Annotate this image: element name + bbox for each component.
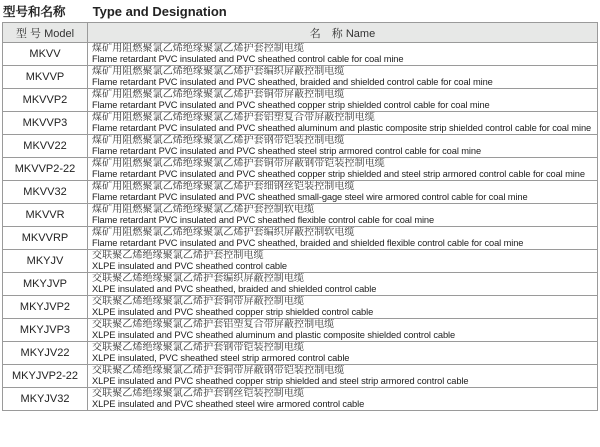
name-chinese: 交联聚乙烯绝缘聚氯乙烯护套钢带铠装控制电缆 <box>92 342 305 353</box>
name-chinese: 煤矿用阻燃聚氯乙烯绝缘聚氯乙烯护套铝塑复合带屏蔽控制电缆 <box>92 112 375 123</box>
table-row <box>3 273 598 296</box>
model-cell: MKYJVP3 <box>3 319 88 342</box>
table-row <box>3 204 598 227</box>
name-cell <box>88 365 598 388</box>
name-english: Flame retardant PVC insulated and PVC sheathed aluminum and plastic composite strip shielded control cable for coal mine <box>92 123 592 133</box>
model-cell: MKVVP2-22 <box>3 158 88 181</box>
name-chinese: 煤矿用阻燃聚氯乙烯绝缘聚氯乙烯护套钢带铠装控制电缆 <box>92 135 345 146</box>
name-english: XLPE insulated and PVC sheathed copper strip shielded and steel strip armored control cable <box>92 376 469 386</box>
name-english: Flame retardant PVC insulated and PVC sheathed copper strip shielded and steel strip armored control cable for coal mine <box>92 169 585 179</box>
model-cell: MKVVR <box>3 204 88 227</box>
name-english: Flame retardant PVC insulated and PVC sheathed, braided and shielded flexible control cable for coal mine <box>92 238 524 248</box>
name-cell <box>88 319 598 342</box>
model-cell: MKYJVP2-22 <box>3 365 88 388</box>
title-chinese: 型号和名称 <box>3 4 66 19</box>
name-english: Flame retardant PVC insulated and PVC sheathed control cable for coal mine <box>92 54 404 64</box>
name-chinese: 煤矿用阻燃聚氯乙烯绝缘聚氯乙烯护套控制软电缆 <box>92 204 315 215</box>
model-cell: MKYJV <box>3 250 88 273</box>
model-cell: MKVVRP <box>3 227 88 250</box>
name-english: Flame retardant PVC insulated and PVC sheathed steel strip armored control cable for coal mine <box>92 146 482 156</box>
model-cell: MKVV <box>3 43 88 66</box>
name-cell <box>88 181 598 204</box>
table-row <box>3 342 598 365</box>
model-cell: MKVVP3 <box>3 112 88 135</box>
table-header-row <box>3 23 598 43</box>
table-row <box>3 250 598 273</box>
table-row <box>3 89 598 112</box>
name-cell <box>88 250 598 273</box>
name-cell <box>88 342 598 365</box>
name-chinese: 交联聚乙烯绝缘聚氯乙烯护套铝塑复合带屏蔽控制电缆 <box>92 319 335 330</box>
name-cell <box>88 43 598 66</box>
name-english: XLPE insulated and PVC sheathed steel wire armored control cable <box>92 399 365 409</box>
name-english: XLPE insulated and PVC sheathed control cable <box>92 261 287 271</box>
name-cell <box>88 388 598 411</box>
name-english: XLPE insulated and PVC sheathed copper strip shielded control cable <box>92 307 374 317</box>
table-row <box>3 181 598 204</box>
table-row <box>3 43 598 66</box>
name-chinese: 煤矿用阻燃聚氯乙烯绝缘聚氯乙烯护套细钢丝铠装控制电缆 <box>92 181 355 192</box>
table-row <box>3 135 598 158</box>
table-row <box>3 365 598 388</box>
name-cell <box>88 227 598 250</box>
model-cell: MKYJVP <box>3 273 88 296</box>
name-english: XLPE insulated and PVC sheathed aluminum and plastic composite shielded control cable <box>92 330 456 340</box>
table-row <box>3 319 598 342</box>
table-row <box>3 112 598 135</box>
column-header-name: 名 称 Name <box>88 23 598 43</box>
name-english: Flame retardant PVC insulated and PVC sheathed small-gage steel wire armored control cable for coal mine <box>92 192 528 202</box>
name-chinese: 交联聚乙烯绝缘聚氯乙烯护套编织屏蔽控制电缆 <box>92 273 305 284</box>
name-chinese: 煤矿用阻燃聚氯乙烯绝缘聚氯乙烯护套编织屏蔽控制电缆 <box>92 66 345 77</box>
name-english: Flame retardant PVC insulated and PVC sheathed, braided and shielded control cable for coal mine <box>92 77 493 87</box>
name-chinese: 煤矿用阻燃聚氯乙烯绝缘聚氯乙烯护套编织屏蔽控制软电缆 <box>92 227 355 238</box>
name-english: Flame retardant PVC insulated and PVC sheathed flexible control cable for coal mine <box>92 215 435 225</box>
name-chinese: 交联聚乙烯绝缘聚氯乙烯护套钢丝铠装控制电缆 <box>92 388 305 399</box>
name-cell <box>88 135 598 158</box>
name-cell <box>88 273 598 296</box>
table-body <box>3 43 598 411</box>
name-chinese: 交联聚乙烯绝缘聚氯乙烯护套铜带屏蔽控制电缆 <box>92 296 305 307</box>
model-cell: MKVVP2 <box>3 89 88 112</box>
name-cell <box>88 204 598 227</box>
name-chinese: 交联聚乙烯绝缘聚氯乙烯护套铜带屏蔽钢带铠装控制电缆 <box>92 365 345 376</box>
model-cell: MKVV22 <box>3 135 88 158</box>
name-chinese: 煤矿用阻燃聚氯乙烯绝缘聚氯乙烯护套控制电缆 <box>92 43 305 54</box>
model-cell: MKVV32 <box>3 181 88 204</box>
model-cell: MKYJV22 <box>3 342 88 365</box>
name-cell <box>88 89 598 112</box>
table-row <box>3 296 598 319</box>
name-english: XLPE insulated, PVC sheathed steel strip armored control cable <box>92 353 350 363</box>
table-row <box>3 388 598 411</box>
table-row <box>3 227 598 250</box>
name-chinese: 煤矿用阻燃聚氯乙烯绝缘聚氯乙烯护套铜带屏蔽控制电缆 <box>92 89 345 100</box>
table-row <box>3 158 598 181</box>
model-cell: MKYJVP2 <box>3 296 88 319</box>
name-cell <box>88 66 598 89</box>
name-cell <box>88 296 598 319</box>
page-title <box>3 1 227 19</box>
name-cell <box>88 158 598 181</box>
name-chinese: 煤矿用阻燃聚氯乙烯绝缘聚氯乙烯护套铜带屏蔽钢带铠装控制电缆 <box>92 158 385 169</box>
model-cell: MKYJV32 <box>3 388 88 411</box>
title-english: Type and Designation <box>92 4 227 19</box>
name-chinese: 交联聚乙烯绝缘聚氯乙烯护套控制电缆 <box>92 250 264 261</box>
model-cell: MKVVP <box>3 66 88 89</box>
name-english: XLPE insulated and PVC sheathed, braided and shielded control cable <box>92 284 377 294</box>
name-english: Flame retardant PVC insulated and PVC sheathed copper strip shielded control cable for coal mine <box>92 100 490 110</box>
column-header-model: 型 号 Model <box>3 23 88 43</box>
designation-table <box>2 22 598 411</box>
table-row <box>3 66 598 89</box>
name-cell <box>88 112 598 135</box>
